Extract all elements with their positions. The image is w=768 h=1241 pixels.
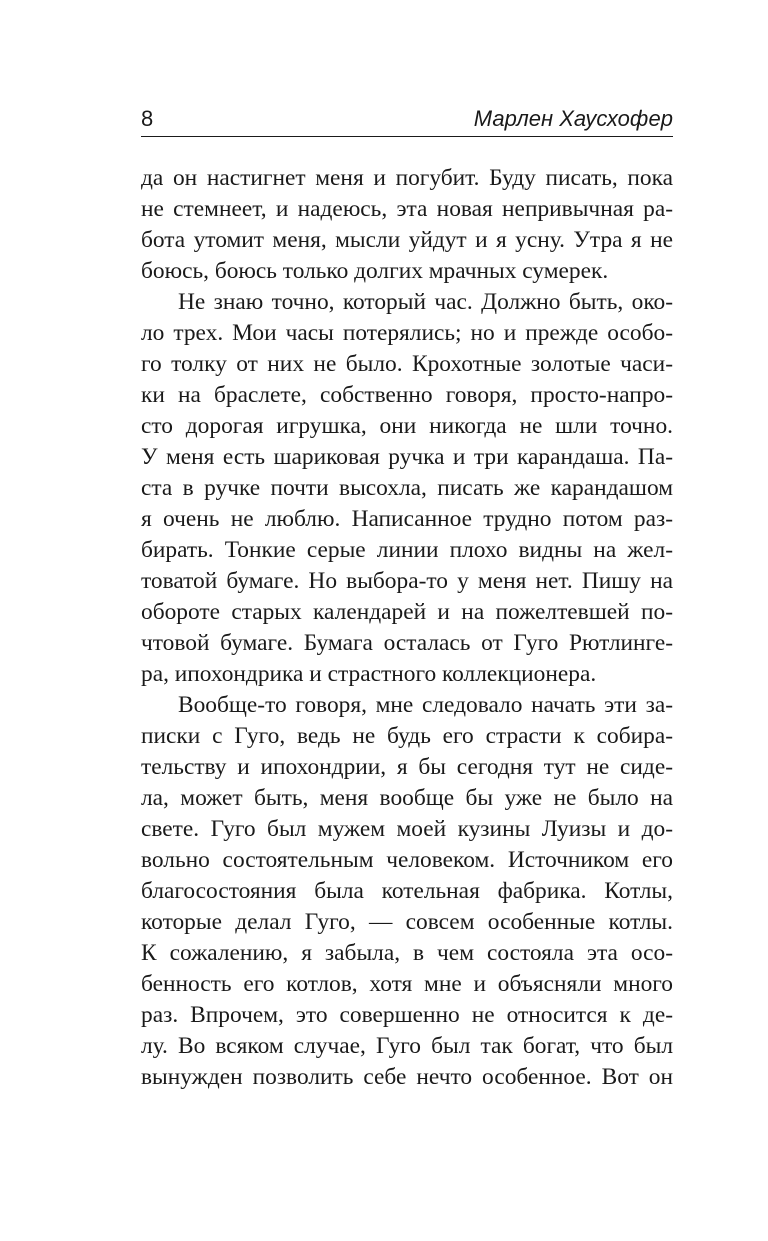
text-line: писки с Гуго, ведь не будь его страсти к собира- — [141, 723, 673, 749]
text-line: ста в ручке почти высохла, писать же карандашом — [141, 475, 673, 501]
text-line: бенность его котлов, хотя мне и объясняли много — [141, 971, 673, 997]
paragraph — [141, 287, 673, 690]
text-line: тельству и ипохондрии, я бы сегодня тут не сиде- — [141, 754, 673, 780]
text-line: не стемнеет, и надеюсь, эта новая непривычная ра- — [141, 196, 673, 222]
text-line: раз. Впрочем, это совершенно не относится к де- — [141, 1002, 673, 1028]
text-line: бота утомит меня, мысли уйдут и я усну. Утра я не — [141, 227, 673, 253]
page-number: 8 — [141, 106, 154, 131]
text-line: К сожалению, я забыла, в чем состояла эта осо- — [141, 940, 673, 966]
text-line: бирать. Тонкие серые линии плохо видны на жел- — [141, 537, 673, 563]
text-line: сто дорогая игрушка, они никогда не шли точно. — [141, 413, 673, 439]
body-text — [141, 163, 673, 1093]
text-line: обороте старых календарей и на пожелтевшей по- — [141, 599, 673, 625]
text-line: ло трех. Мои часы потерялись; но и прежде особо- — [141, 320, 673, 346]
text-line: боюсь, боюсь только долгих мрачных сумерек. — [141, 258, 609, 284]
text-line: Не знаю точно, который час. Должно быть, око- — [178, 289, 673, 315]
page-header — [141, 102, 673, 137]
text-line: У меня есть шариковая ручка и три карандаша. Па- — [141, 444, 673, 470]
text-line: ра, ипохондрика и страстного коллекционера. — [141, 661, 597, 687]
text-line: да он настигнет меня и погубит. Буду писать, пока — [141, 165, 673, 191]
running-head-author: Марлен Хаусхофер — [473, 106, 673, 131]
text-line: благосостояния была котельная фабрика. Котлы, — [141, 878, 673, 904]
text-line: ла, может быть, меня вообще бы уже не было на — [141, 785, 673, 811]
text-line: ки на браслете, собственно говоря, просто-напро- — [141, 382, 673, 408]
paragraph — [141, 690, 673, 1093]
text-line: товатой бумаге. Но выбора-то у меня нет. Пишу на — [141, 568, 673, 594]
text-line: го толку от них не было. Крохотные золотые часи- — [141, 351, 673, 377]
text-line: лу. Во всяком случае, Гуго был так богат, что был — [141, 1033, 673, 1059]
text-line: Вообще-то говоря, мне следовало начать эти за- — [178, 692, 673, 718]
text-line: чтовой бумаге. Бумага осталась от Гуго Рютлинге- — [141, 630, 673, 656]
text-line: которые делал Гуго, — совсем особенные котлы. — [141, 909, 673, 935]
text-line: вольно состоятельным человеком. Источником его — [141, 847, 673, 873]
text-line: свете. Гуго был мужем моей кузины Луизы и до- — [141, 816, 673, 842]
text-line: я очень не люблю. Написанное трудно потом раз- — [141, 506, 673, 532]
text-line: вынужден позволить себе нечто особенное. Вот он — [141, 1064, 673, 1090]
paragraph — [141, 163, 673, 287]
